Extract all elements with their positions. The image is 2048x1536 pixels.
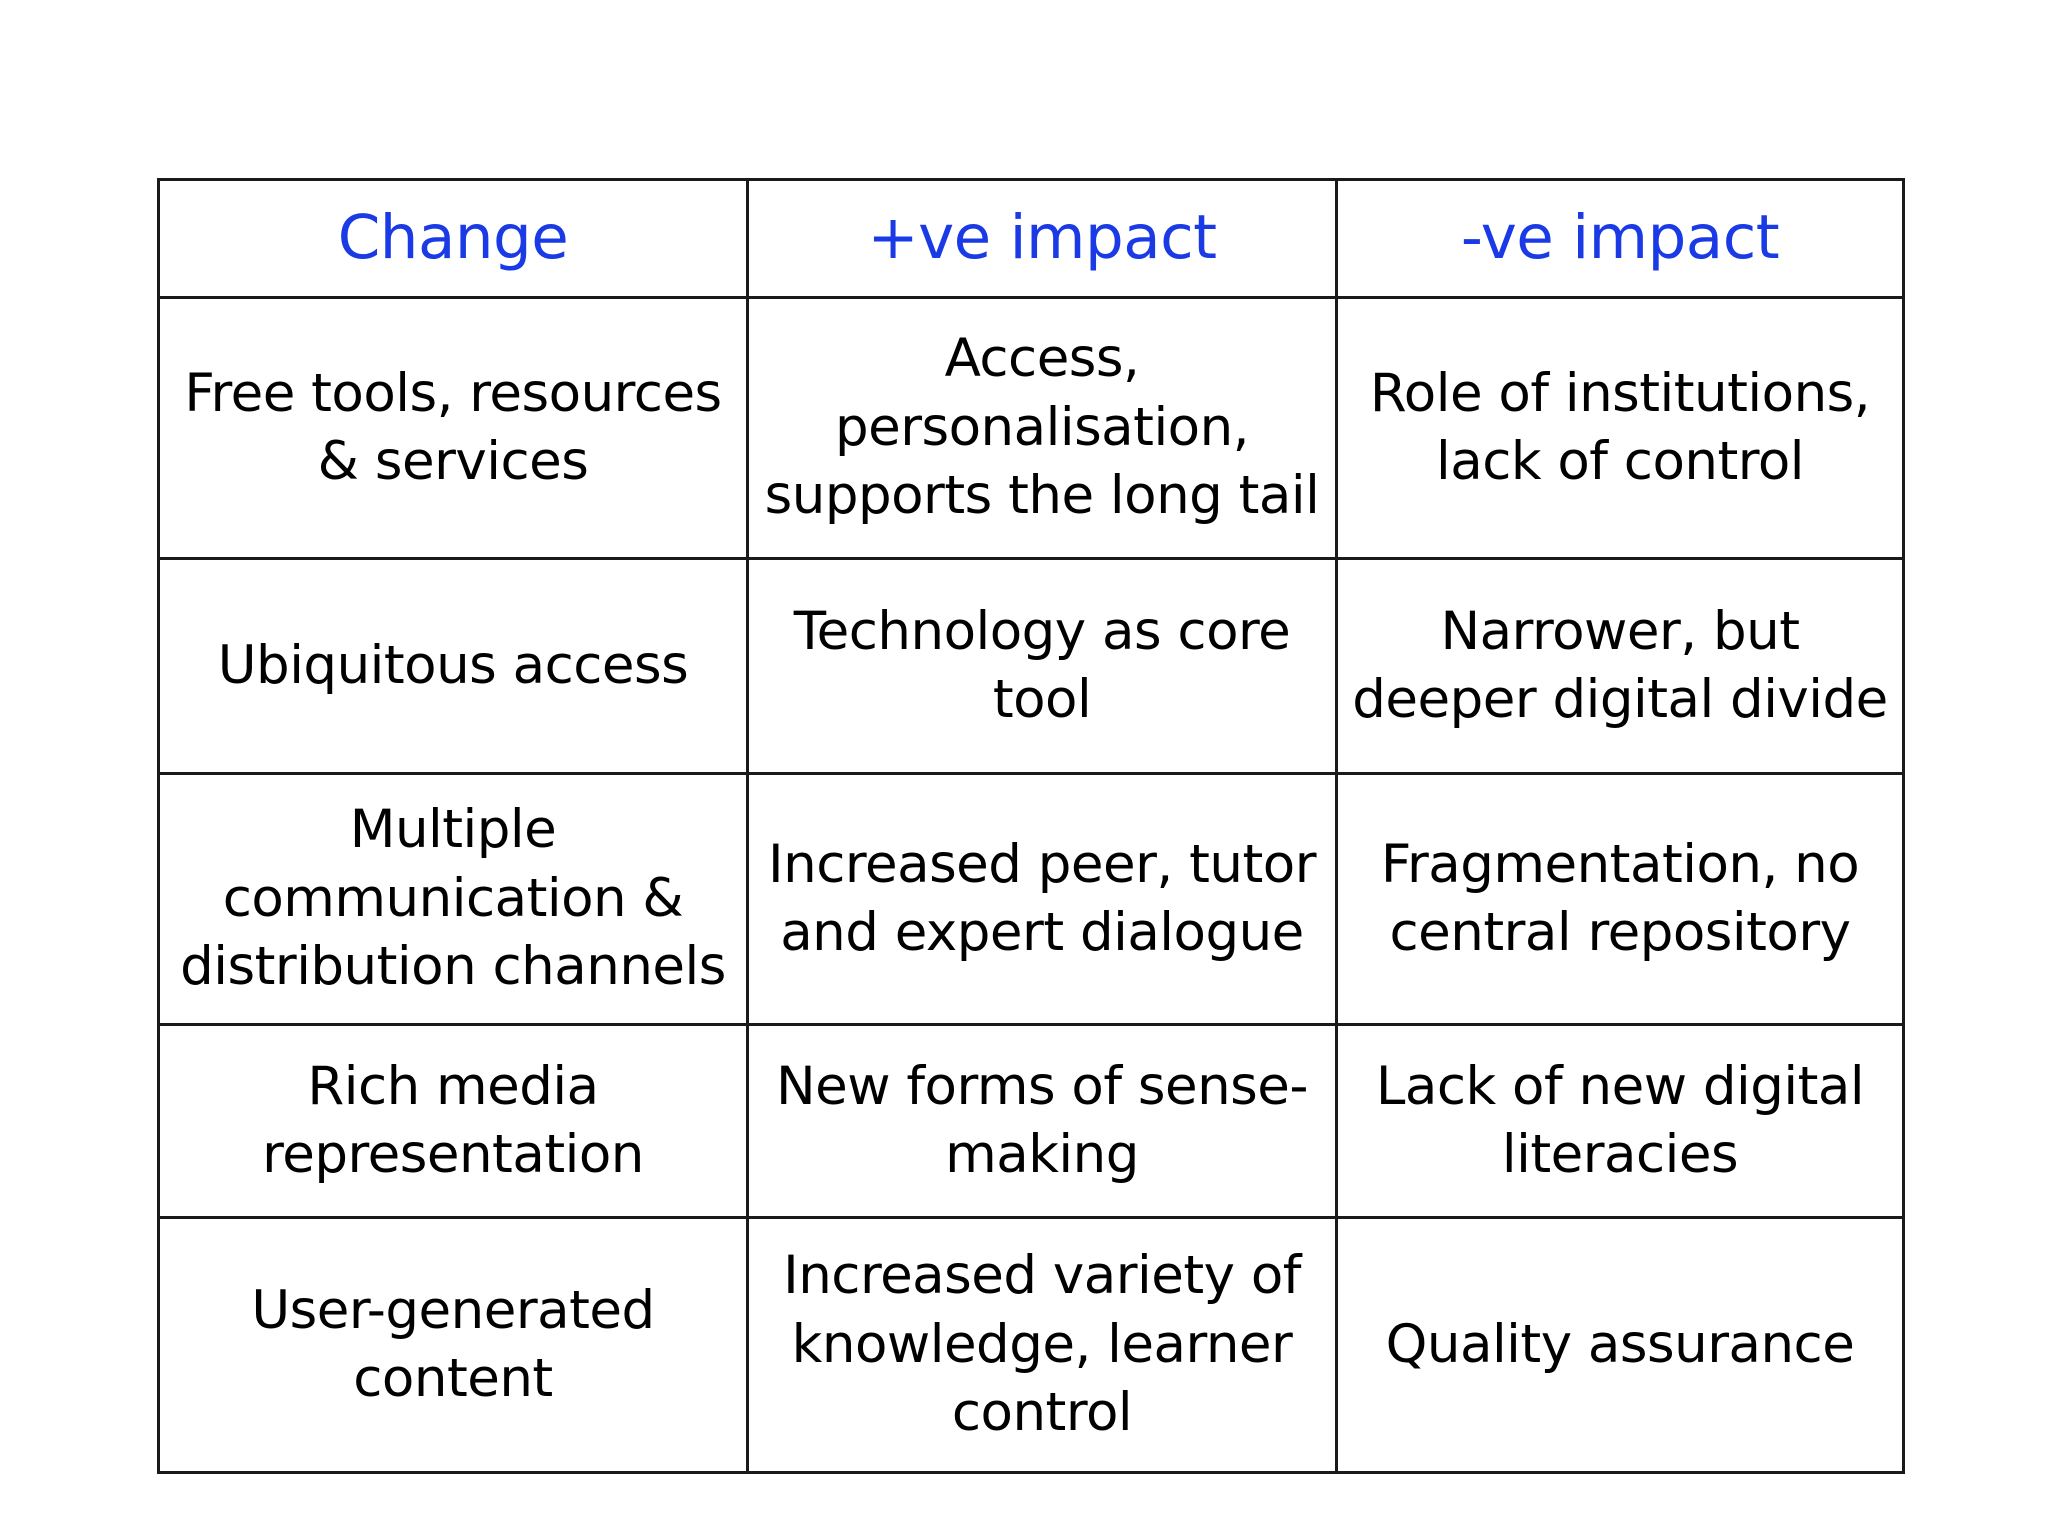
change-cell: Ubiquitous access xyxy=(159,559,748,774)
negative-impact-cell: Fragmentation, no central repository xyxy=(1337,774,1904,1025)
header-positive-impact: +ve impact xyxy=(748,180,1337,298)
header-change: Change xyxy=(159,180,748,298)
table-row xyxy=(159,774,1904,1025)
table-row xyxy=(159,298,1904,559)
negative-impact-cell: Narrower, but deeper digital divide xyxy=(1337,559,1904,774)
table-row xyxy=(159,1025,1904,1218)
header-row xyxy=(159,180,1904,298)
positive-impact-cell: Increased variety of knowledge, learner control xyxy=(748,1218,1337,1473)
negative-impact-cell: Lack of new digital literacies xyxy=(1337,1025,1904,1218)
table-row xyxy=(159,559,1904,774)
positive-impact-cell: New forms of sense-making xyxy=(748,1025,1337,1218)
change-cell: Rich media representation xyxy=(159,1025,748,1218)
change-cell: Multiple communication & distribution channels xyxy=(159,774,748,1025)
impact-table xyxy=(157,178,1905,1474)
positive-impact-cell: Increased peer, tutor and expert dialogue xyxy=(748,774,1337,1025)
header-negative-impact: -ve impact xyxy=(1337,180,1904,298)
change-cell: Free tools, resources & services xyxy=(159,298,748,559)
change-cell: User-generated content xyxy=(159,1218,748,1473)
negative-impact-cell: Role of institutions, lack of control xyxy=(1337,298,1904,559)
positive-impact-cell: Technology as core tool xyxy=(748,559,1337,774)
negative-impact-cell: Quality assurance xyxy=(1337,1218,1904,1473)
table-row xyxy=(159,1218,1904,1473)
positive-impact-cell: Access, personalisation, supports the long tail xyxy=(748,298,1337,559)
